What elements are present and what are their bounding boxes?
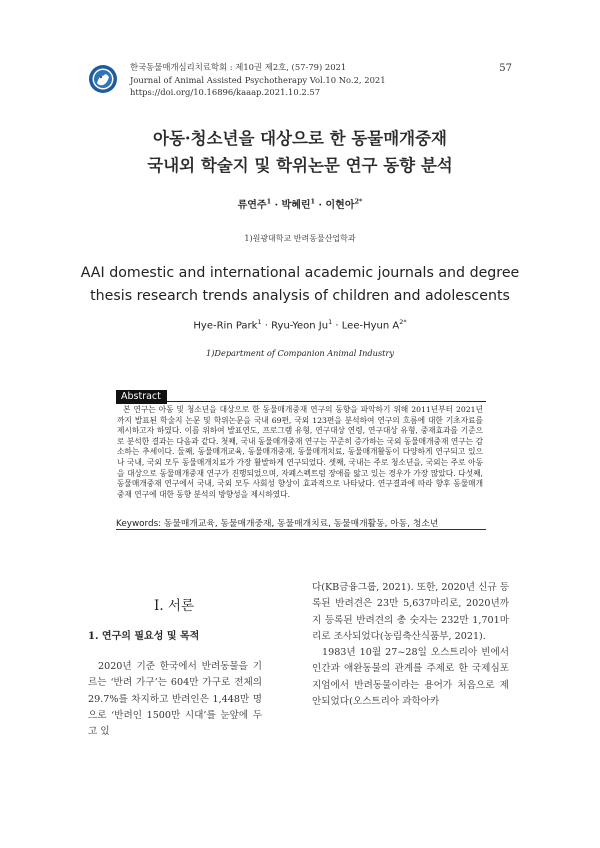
english-title-line2: thesis research trends analysis of children and adolescents xyxy=(90,288,510,304)
header-doi[interactable]: https://doi.org/10.16896/kaaap.2021.10.2.57 xyxy=(130,87,321,97)
header-line-english: Journal of Animal Assisted Psychotherapy Vol.10 No.2, 2021 xyxy=(130,74,386,85)
left-column xyxy=(88,659,262,740)
keywords-divider xyxy=(116,529,486,530)
english-author-2: Ryu-Yeon Ju xyxy=(271,320,329,332)
journal-header xyxy=(130,61,386,99)
section-title: Ⅰ. 서론 xyxy=(154,598,194,614)
header-line-korean: 한국동물매개심리치료학회 : 제10권 제2호, (57-79) 2021 xyxy=(130,62,347,72)
keywords-label: Keywords: xyxy=(116,519,162,529)
korean-title-line2: 국내외 학술지 및 학위논문 연구 동향 분석 xyxy=(147,156,453,175)
english-title xyxy=(0,262,600,308)
english-authors xyxy=(0,318,600,331)
author-separator: · xyxy=(332,320,342,332)
page-number: 57 xyxy=(499,63,512,74)
abstract-label: Abstract xyxy=(116,390,167,404)
english-author-1-sup: 1 xyxy=(257,318,262,326)
korean-authors xyxy=(0,196,600,211)
english-author-1: Hye-Rin Park xyxy=(193,320,258,332)
right-column xyxy=(312,580,509,710)
author-separator: · xyxy=(315,200,326,211)
author-separator: · xyxy=(271,200,282,211)
korean-title xyxy=(0,125,600,179)
society-logo-icon xyxy=(88,64,118,94)
subsection-title: 1. 연구의 필요성 및 목적 xyxy=(88,631,200,642)
english-author-3: Lee-Hyun A xyxy=(341,320,400,332)
korean-author-3-sup: 2* xyxy=(354,197,363,206)
english-affiliation: 1)Department of Companion Animal Industry xyxy=(206,348,394,358)
english-author-2-sup: 1 xyxy=(328,318,333,326)
body-paragraph: 1983년 10월 27~28일 오스트리아 빈에서 인간과 애완동물의 관계를 주제로 한 국제심포지엄에서 반려동물이라는 용어가 처음으로 제안되었다(오스트리아 과학아카 xyxy=(312,647,509,708)
korean-author-2: 박혜린 xyxy=(281,200,311,211)
korean-author-1-sup: 1 xyxy=(266,197,272,206)
korean-author-2-sup: 1 xyxy=(310,197,316,206)
english-title-line1: AAI domestic and international academic journals and degree xyxy=(80,265,520,281)
keywords xyxy=(116,516,486,529)
korean-author-3: 이현아 xyxy=(325,200,355,211)
english-author-3-sup: 2* xyxy=(399,318,407,326)
korean-author-1: 류연주 xyxy=(237,200,267,211)
author-separator: · xyxy=(261,320,272,332)
body-paragraph: 다(KB금융그룹, 2021). 또한, 2020년 신규 등록된 반려견은 23만 5,637마리로, 2020년까지 등록된 반려견의 총 숫자는 232만 1,701마리로 조사되었다(농림축산식품부, 2021). xyxy=(312,582,509,642)
korean-affiliation: 1)원광대학교 반려동물산업학과 xyxy=(244,234,356,243)
keywords-list: 동물매개교육, 동물매개중재, 동물매개치료, 동물매개활동, 아동, 청소년 xyxy=(161,519,439,529)
body-paragraph: 2020년 기준 한국에서 반려동물을 기르는 ‘반려 가구’는 604만 가구로 전체의 29.7%를 차지하고 반려인은 1,448만 명으로 ‘반려인 1500만 시대’를 눈앞에 두고 있 xyxy=(88,661,262,738)
abstract-text: 본 연구는 아동 및 청소년을 대상으로 한 동물매개중재 연구의 동향을 파악하기 위해 2011년부터 2021년까지 발표된 학술지 논문 및 학위논문을 국내 69편, 국외 123편을 분석하여 연구의 흐름에 대한 기초자료를 제시하고자 하였다. 이를 위하여 발표연도, 프로그램 유형, 연구대상 연령, 연구대상 유형, 중재효과를 기준으로 분석한 결과는 다음과 같다. 첫째, 국내 동물매개중재 연구는 꾸준히 증가하는 국외 동물매개중재 연구는 감소하는 추세이다. 둘째, 동물매개교육, 동물매개중재, 동물매개치료, 동물매개활동이 다양하게 연구되고 있으나 국내, 국외 모두 동물매개치료가 가장 활발하게 연구되었다. 셋째, 국내는 주로 청소년을, 국외는 주로 아동을 대상으로 동물매개중재 연구가 진행되었으며, 자폐스펙트럼 장애를 앓고 있는 경우가 가장 많았다. 다섯째, 동물매개중재 연구에서 국내, 국외 모두 사회성 향상이 효과적으로 나타났다. 연구결과에 따라 향후 동물매개중재 연구에 대한 동향 분석의 방향성을 제시하였다. xyxy=(117,405,483,499)
korean-title-line1: 아동·청소년을 대상으로 한 동물매개중재 xyxy=(153,129,447,148)
